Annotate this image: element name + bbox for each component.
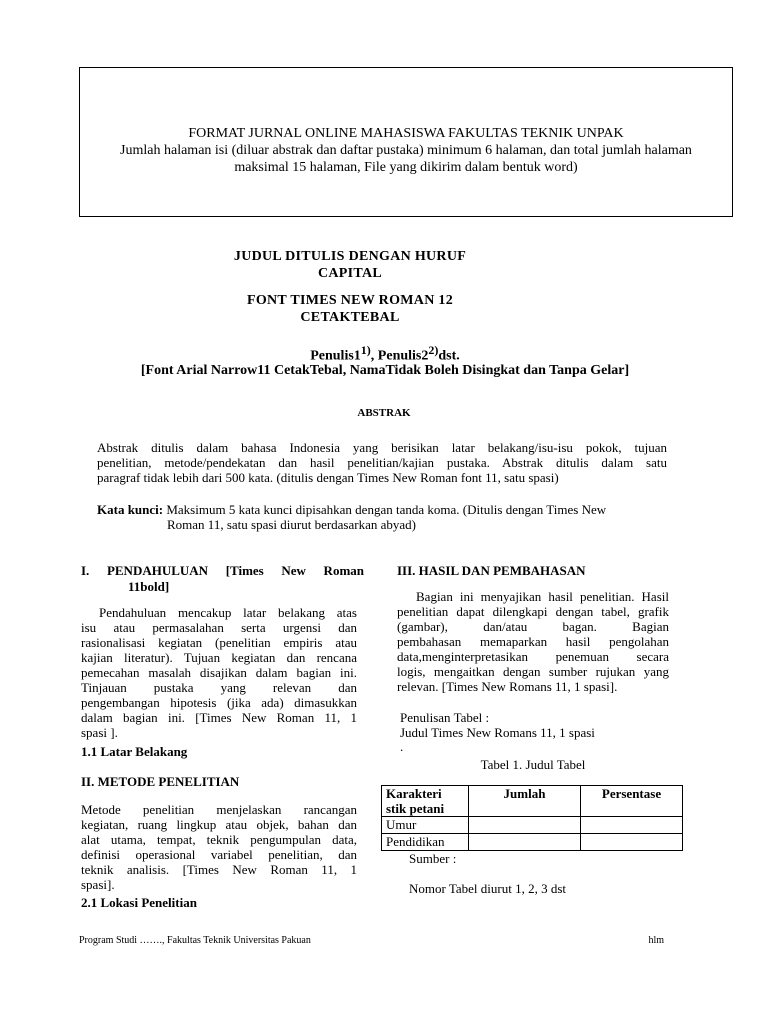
section-3-body xyxy=(397,589,669,694)
footer-page: hlm xyxy=(648,935,664,946)
table-source: Sumber : xyxy=(409,851,457,866)
title-line-3: FONT TIMES NEW ROMAN 12 xyxy=(246,293,454,308)
tabel-dot: . xyxy=(400,739,404,754)
author-1: Penulis1 xyxy=(310,348,361,364)
table-row xyxy=(382,817,683,834)
s1-line: dalam bagian ini. [Times New Roman 11, 1 xyxy=(81,710,357,725)
s3-line: (gambar), dan/atau bagan. Bagian xyxy=(397,619,669,634)
s1-line: Pendahuluan mencakup latar belakang atas xyxy=(99,605,357,620)
s1-line: Tinjauan pustaka yang relevan dan xyxy=(81,680,357,695)
keywords-text: Maksimum 5 kata kunci dipisahkan dengan tanda koma. (Ditulis dengan Times New xyxy=(163,502,607,517)
table-header-row xyxy=(382,786,683,817)
header-line-3: maksimal 15 halaman, File yang dikirim dalam bentuk word) xyxy=(234,160,578,175)
table-numbering-note: Nomor Tabel diurut 1, 2, 3 dst xyxy=(409,881,567,896)
header-box xyxy=(79,67,733,217)
abstract-line-2: penelitian, metode/pendekatan dan hasil penelitian/kajian pustaka. Abstrak ditulis dalam satu xyxy=(97,455,667,470)
s3-line: Bagian ini menyajikan hasil penelitian. Hasil xyxy=(416,589,669,604)
s2-line: kegiatan, ruang lingkup atau objek, bahan dan xyxy=(81,817,357,832)
table-cell xyxy=(469,834,581,851)
section-1-heading-cont: 11bold] xyxy=(128,579,170,594)
section-2-body xyxy=(81,802,357,892)
table-cell: Umur xyxy=(382,817,469,834)
s2-line-last: spasi]. xyxy=(81,877,115,892)
table-cell: Pendidikan xyxy=(382,834,469,851)
author-etc: dst. xyxy=(438,348,460,364)
title-line-4: CETAKTEBAL xyxy=(300,310,400,325)
abstract-line-1: Abstrak ditulis dalam bahasa Indonesia yang berisikan latar belakang/isu-isu pokok, tujuan xyxy=(97,440,667,455)
subsection-1-1: 1.1 Latar Belakang xyxy=(81,744,188,759)
s1-line: pengembangan hipotesis (jika ada) dimasukkan xyxy=(81,695,357,710)
s3-line: penelitian dapat dilengkapi dengan tabel, grafik xyxy=(397,604,669,619)
tabel-judul: Judul Times New Romans 11, 1 spasi xyxy=(400,725,595,740)
header-line-1: FORMAT JURNAL ONLINE MAHASISWA FAKULTAS TEKNIK UNPAK xyxy=(188,126,624,141)
section-3-heading: III. HASIL DAN PEMBAHASAN xyxy=(397,563,586,578)
table-row xyxy=(382,834,683,851)
s3-line: pembahasan memaparkan hasil pengolahan xyxy=(397,634,669,649)
author-separator: , Penulis2 xyxy=(370,348,429,364)
s1-line: pemecahan masalah disajikan dalam bagian ini. xyxy=(81,665,357,680)
s1-line-last: spasi ]. xyxy=(81,725,118,740)
title-line-1: JUDUL DITULIS DENGAN HURUF xyxy=(233,249,467,264)
section-2-heading: II. METODE PENELITIAN xyxy=(81,774,240,789)
page-footer xyxy=(79,935,664,946)
s1-line: rasionalisasi kegiatan (penelitian empiris atau xyxy=(81,635,357,650)
abstract-line-3: paragraf tidak lebih dari 500 kata. (ditulis dengan Times New Roman font 11, satu spasi) xyxy=(97,470,559,485)
header-line-2: Jumlah halaman isi (diluar abstrak dan daftar pustaka) minimum 6 halaman, dan total jumlah halaman xyxy=(120,143,692,158)
title-line-2: CAPITAL xyxy=(317,266,383,281)
s2-line: definisi operasional variabel penelitian, dan xyxy=(81,847,357,862)
s3-line: logis, mengaitkan dengan sumber rujukan yang xyxy=(397,664,669,679)
tabel-label: Penulisan Tabel : xyxy=(400,710,490,725)
table-cell xyxy=(581,817,683,834)
table-cell xyxy=(469,817,581,834)
table-caption: Tabel 1. Judul Tabel xyxy=(480,757,586,772)
table-header-cell: Karakteri stik petani xyxy=(382,786,469,817)
abstract-heading: ABSTRAK xyxy=(357,407,411,419)
subsection-2-1: 2.1 Lokasi Penelitian xyxy=(81,895,197,910)
s1-line: kajian literatur). Tujuan kegiatan dan rencana xyxy=(81,650,357,665)
table-header-cell: Persentase xyxy=(581,786,683,817)
s2-line: alat utama, tempat, teknik pengumpulan data, xyxy=(81,832,357,847)
section-1-body xyxy=(81,605,357,740)
author-note: [Font Arial Narrow11 CetakTebal, NamaTidak Boleh Disingkat dan Tanpa Gelar] xyxy=(140,363,630,378)
s1-line: isu atau permasalahan serta urgensi dan xyxy=(81,620,357,635)
footer-program: Program Studi ……., Fakultas Teknik Universitas Pakuan xyxy=(79,935,311,946)
data-table xyxy=(381,785,683,851)
author-2-affiliation: 2) xyxy=(428,343,439,357)
keywords-line xyxy=(97,502,667,517)
s2-line: Metode penelitian menjelaskan rancangan xyxy=(81,802,357,817)
keywords-label: Kata kunci: xyxy=(97,502,164,517)
keywords-line-2: Roman 11, satu spasi diurut berdasarkan abyad) xyxy=(167,517,416,532)
s3-line: data,menginterpretasikan penemuan secara xyxy=(397,649,669,664)
table-header-cell: Jumlah xyxy=(469,786,581,817)
table-cell xyxy=(581,834,683,851)
s2-line: teknik analisis. [Times New Roman 11, 1 xyxy=(81,862,357,877)
s3-line-last: relevan. [Times New Romans 11, 1 spasi]. xyxy=(397,679,618,694)
author-1-affiliation: 1) xyxy=(360,343,371,357)
section-1-heading: I. PENDAHULUAN [Times New Roman xyxy=(81,563,364,578)
